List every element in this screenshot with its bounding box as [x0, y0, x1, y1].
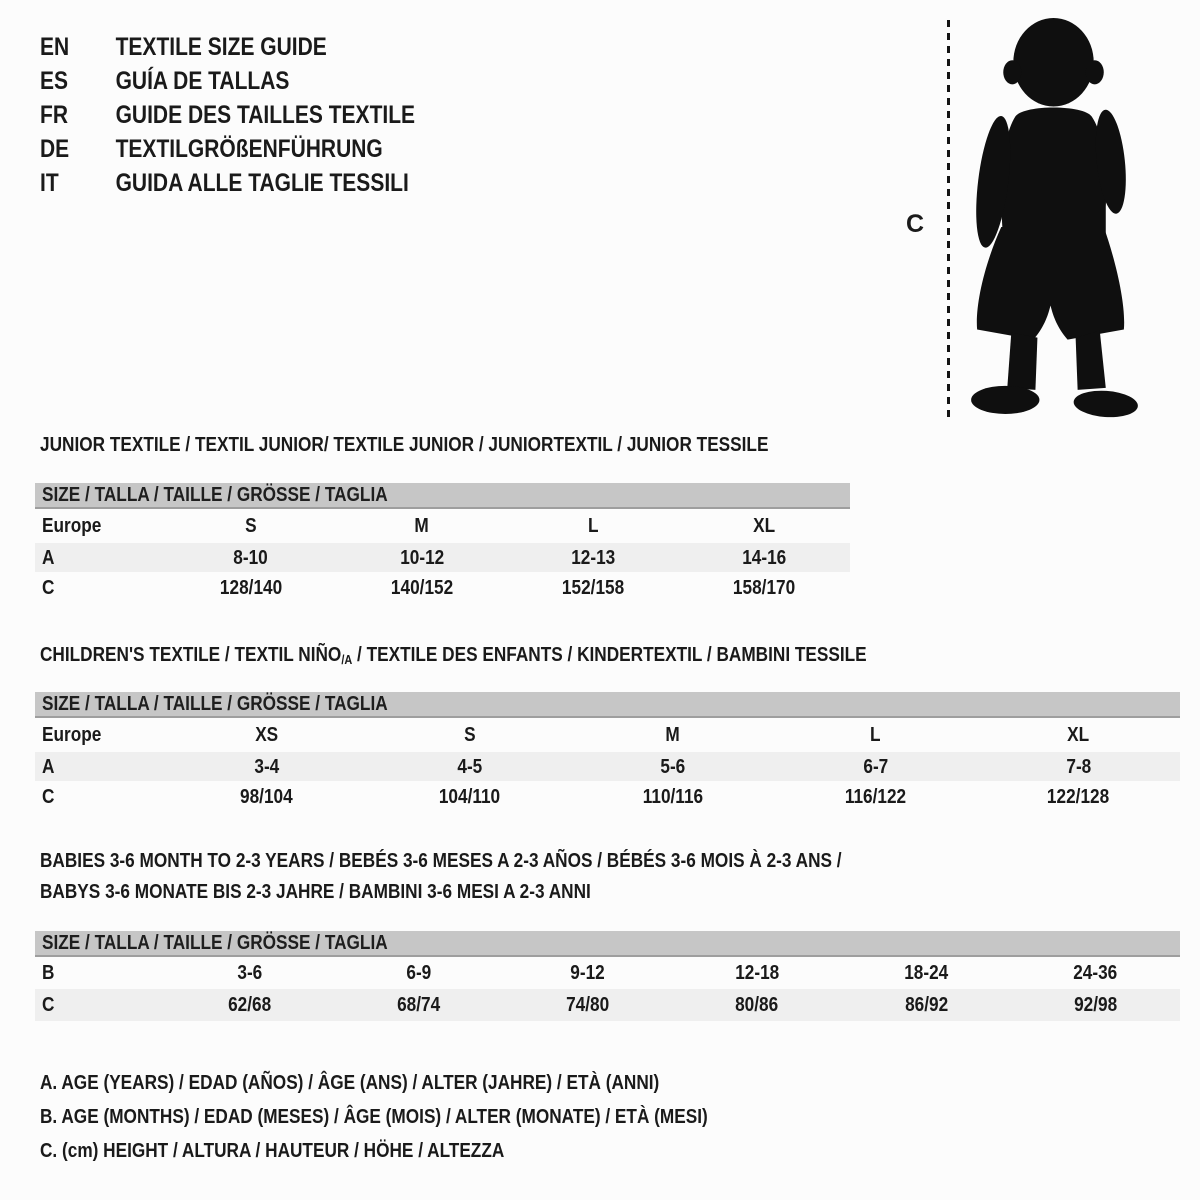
row-label-cell: C	[42, 785, 55, 808]
language-code: ES	[40, 66, 69, 95]
height-measure-dashed-line	[947, 20, 950, 417]
table-cell: 92/98	[1073, 993, 1117, 1016]
language-label: GUIDA ALLE TAGLIE TESSILI	[115, 168, 409, 197]
table-cell: 10-12	[399, 545, 444, 569]
column-header-cell: L	[587, 514, 599, 537]
language-row-fr	[40, 98, 415, 132]
column-header-cell: L	[870, 723, 881, 746]
language-label: TEXTILGRÖßENFÜHRUNG	[115, 134, 383, 163]
language-code: DE	[40, 134, 70, 163]
table-cell: 68/74	[397, 993, 441, 1016]
table-cell: 18-24	[904, 961, 949, 984]
junior-section-title: JUNIOR TEXTILE / TEXTIL JUNIOR/ TEXTILE JUNIOR / JUNIORTEXTIL / JUNIOR TESSILE	[40, 433, 769, 456]
table-cell: 4-5	[457, 754, 482, 778]
column-header-cell: M	[665, 723, 680, 746]
table-cell: 158/170	[733, 576, 796, 599]
language-row-es	[40, 64, 415, 98]
size-header-bar-label: SIZE / TALLA / TAILLE / GRÖSSE / TAGLIA	[42, 931, 388, 954]
children-size-table	[35, 692, 1180, 813]
babies-size-table	[35, 931, 1180, 1021]
table-row-a	[35, 752, 1180, 781]
column-header-cell: M	[414, 514, 430, 537]
row-label-cell: A	[42, 754, 55, 778]
language-code: EN	[40, 32, 70, 61]
legend-line-c: C. (cm) HEIGHT / ALTURA / HAUTEUR / HÖHE / ALTEZZA	[40, 1139, 505, 1162]
table-cell: 110/116	[642, 785, 703, 808]
title-subscript: /A	[341, 652, 353, 667]
table-cell: 74/80	[566, 993, 610, 1016]
size-header-bar	[35, 483, 850, 509]
row-label-cell: C	[42, 993, 55, 1016]
table-cell: 12-13	[571, 545, 616, 569]
table-cell: 128/140	[219, 576, 282, 599]
table-cell: 6-7	[863, 754, 888, 778]
table-cell: 6-9	[406, 961, 432, 984]
height-measure-label: C	[906, 210, 925, 238]
table-cell: 62/68	[228, 993, 272, 1016]
language-row-de	[40, 132, 415, 166]
table-row-c	[35, 781, 1180, 813]
table-cell: 9-12	[570, 961, 606, 984]
babies-title-line1: BABIES 3-6 MONTH TO 2-3 YEARS / BEBÉS 3-6 MESES A 2-3 AÑOS / BÉBÉS 3-6 MOIS À 2-3 ANS /	[40, 849, 842, 872]
column-header-cell: XL	[1067, 723, 1090, 746]
table-cell: 24-36	[1073, 961, 1118, 984]
column-header-cell: XS	[255, 723, 278, 746]
table-cell: 7-8	[1066, 754, 1091, 778]
table-cell: 86/92	[904, 993, 948, 1016]
table-cell: 98/104	[240, 785, 293, 808]
language-label: GUIDE DES TAILLES TEXTILE	[115, 100, 416, 129]
table-row-c	[35, 572, 850, 604]
language-label: TEXTILE SIZE GUIDE	[115, 32, 327, 61]
table-cell: 3-4	[254, 754, 279, 778]
children-section-title: CHILDREN'S TEXTILE / TEXTIL NIÑO/A / TEXTILE DES ENFANTS / KINDERTEXTIL / BAMBINI TESSILE	[40, 643, 867, 667]
column-header-cell: XL	[753, 514, 776, 537]
table-row-b	[35, 957, 1180, 989]
column-header-cell: S	[463, 723, 476, 746]
table-cell: 122/128	[1047, 785, 1110, 808]
table-cell: 80/86	[735, 993, 779, 1016]
table-cell: 14-16	[742, 545, 787, 569]
table-cell: 140/152	[390, 576, 453, 599]
size-header-bar	[35, 931, 1180, 957]
row-label-cell: Europe	[42, 723, 102, 746]
table-cell: 152/158	[561, 576, 625, 599]
babies-section-title	[40, 845, 994, 907]
size-header-bar-label: SIZE / TALLA / TAILLE / GRÖSSE / TAGLIA	[42, 483, 388, 506]
size-header-bar	[35, 692, 1180, 718]
row-label-cell: A	[42, 545, 55, 569]
table-row-header	[35, 718, 1180, 752]
table-row-c	[35, 989, 1180, 1021]
row-label-cell: Europe	[42, 514, 102, 537]
language-code: IT	[40, 168, 59, 197]
junior-size-table	[35, 483, 850, 604]
legend-line-a: A. AGE (YEARS) / EDAD (AÑOS) / ÂGE (ANS) / ALTER (JAHRE) / ETÀ (ANNI)	[40, 1071, 660, 1094]
legend-line-b: B. AGE (MONTHS) / EDAD (MESES) / ÂGE (MOIS) / ALTER (MONATE) / ETÀ (MESI)	[40, 1105, 708, 1128]
table-cell: 104/110	[438, 785, 501, 808]
column-header-cell: S	[244, 514, 257, 537]
toddler-silhouette-icon	[962, 16, 1140, 418]
table-cell: 12-18	[735, 961, 780, 984]
table-cell: 3-6	[237, 961, 263, 984]
language-list	[40, 30, 487, 200]
table-cell: 116/122	[844, 785, 907, 808]
measure-legend	[40, 1066, 835, 1168]
size-header-bar-label: SIZE / TALLA / TAILLE / GRÖSSE / TAGLIA	[42, 692, 388, 715]
table-row-a	[35, 543, 850, 572]
row-label-cell: C	[42, 576, 55, 599]
language-row-en	[40, 30, 415, 64]
language-row-it	[40, 166, 415, 200]
babies-title-line2: BABYS 3-6 MONATE BIS 2-3 JAHRE / BAMBINI 3-6 MESI A 2-3 ANNI	[40, 880, 591, 903]
language-code: FR	[40, 100, 68, 129]
language-label: GUÍA DE TALLAS	[115, 66, 290, 95]
row-label-cell: B	[42, 961, 55, 984]
table-cell: 5-6	[660, 754, 685, 778]
table-cell: 8-10	[233, 545, 268, 569]
table-row-header	[35, 509, 850, 543]
